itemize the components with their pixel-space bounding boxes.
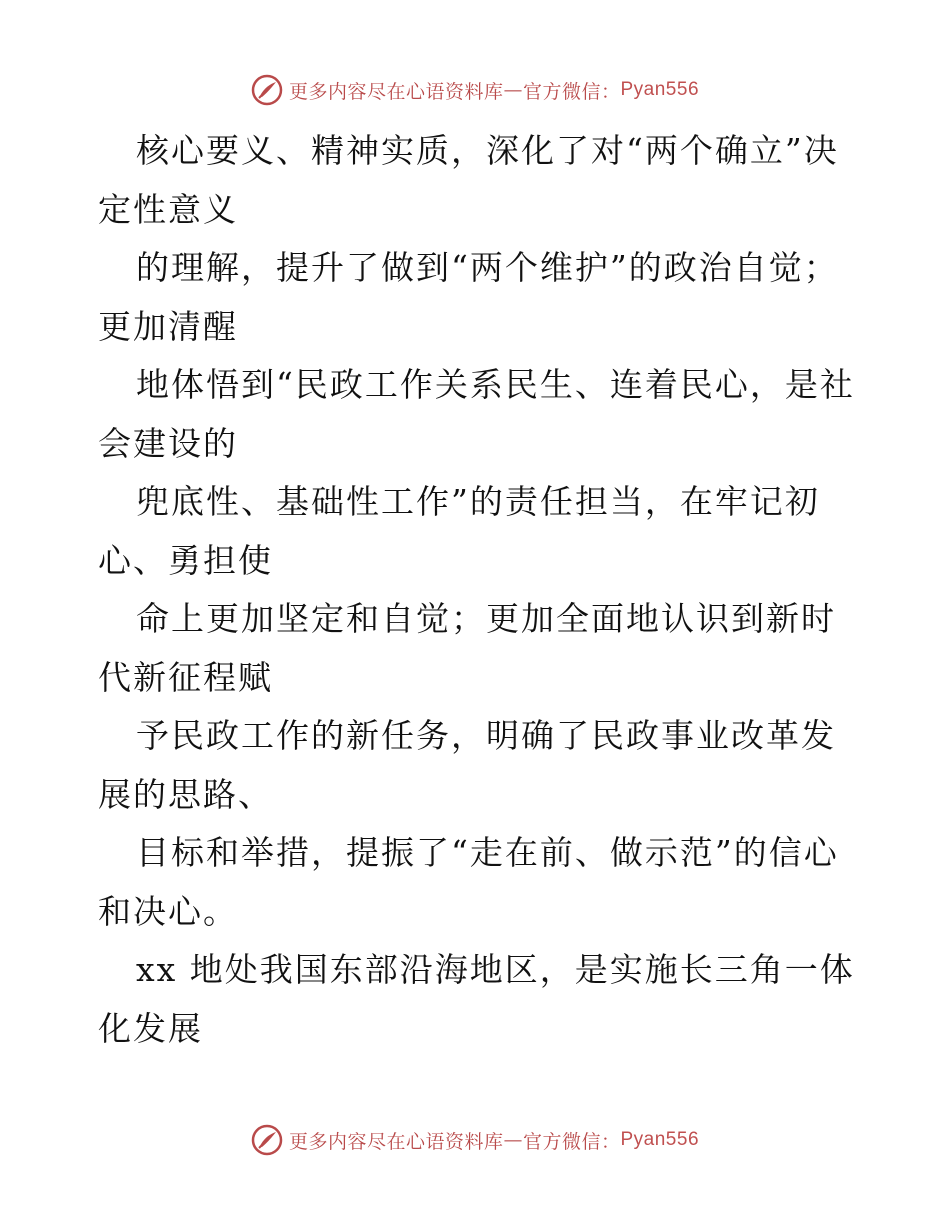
paragraph: 命上更加坚定和自觉；更加全面地认识到新时代新征程赋: [98, 599, 836, 697]
banner-text: 更多内容尽在心语资料库: [288, 1130, 504, 1153]
footer-watermark: [0, 1120, 950, 1160]
banner-account: Pyan556: [620, 79, 700, 100]
banner-label: 官方微信：: [522, 80, 621, 103]
paragraph: 的理解，提升了做到“两个维护”的政治自觉；更加清醒: [98, 248, 839, 346]
paragraph: 地体悟到“民政工作关系民生、连着民心，是社会建设的: [98, 365, 855, 463]
header-watermark: [0, 70, 950, 110]
banner-separator: —: [503, 1129, 523, 1151]
banner-separator: —: [503, 79, 523, 101]
paragraph: 核心要义、精神实质，深化了对“两个确立”决定性意义: [98, 131, 839, 229]
paragraph: 予民政工作的新任务，明确了民政事业改革发展的思路、: [98, 716, 836, 814]
quill-logo-icon: [251, 1124, 283, 1156]
paragraph: 目标和举措，提振了“走在前、做示范”的信心和决心。: [98, 833, 839, 931]
banner-label: 官方微信：: [522, 1130, 621, 1153]
quill-logo-icon: [251, 74, 283, 106]
banner-text: 更多内容尽在心语资料库: [288, 80, 504, 103]
paragraph: xx 地处我国东部沿海地区，是实施长三角一体化发展: [98, 950, 855, 1048]
banner-account: Pyan556: [620, 1129, 700, 1150]
paragraph: 兜底性、基础性工作”的责任担当，在牢记初心、勇担使: [98, 482, 820, 580]
document-body: [98, 122, 858, 1058]
